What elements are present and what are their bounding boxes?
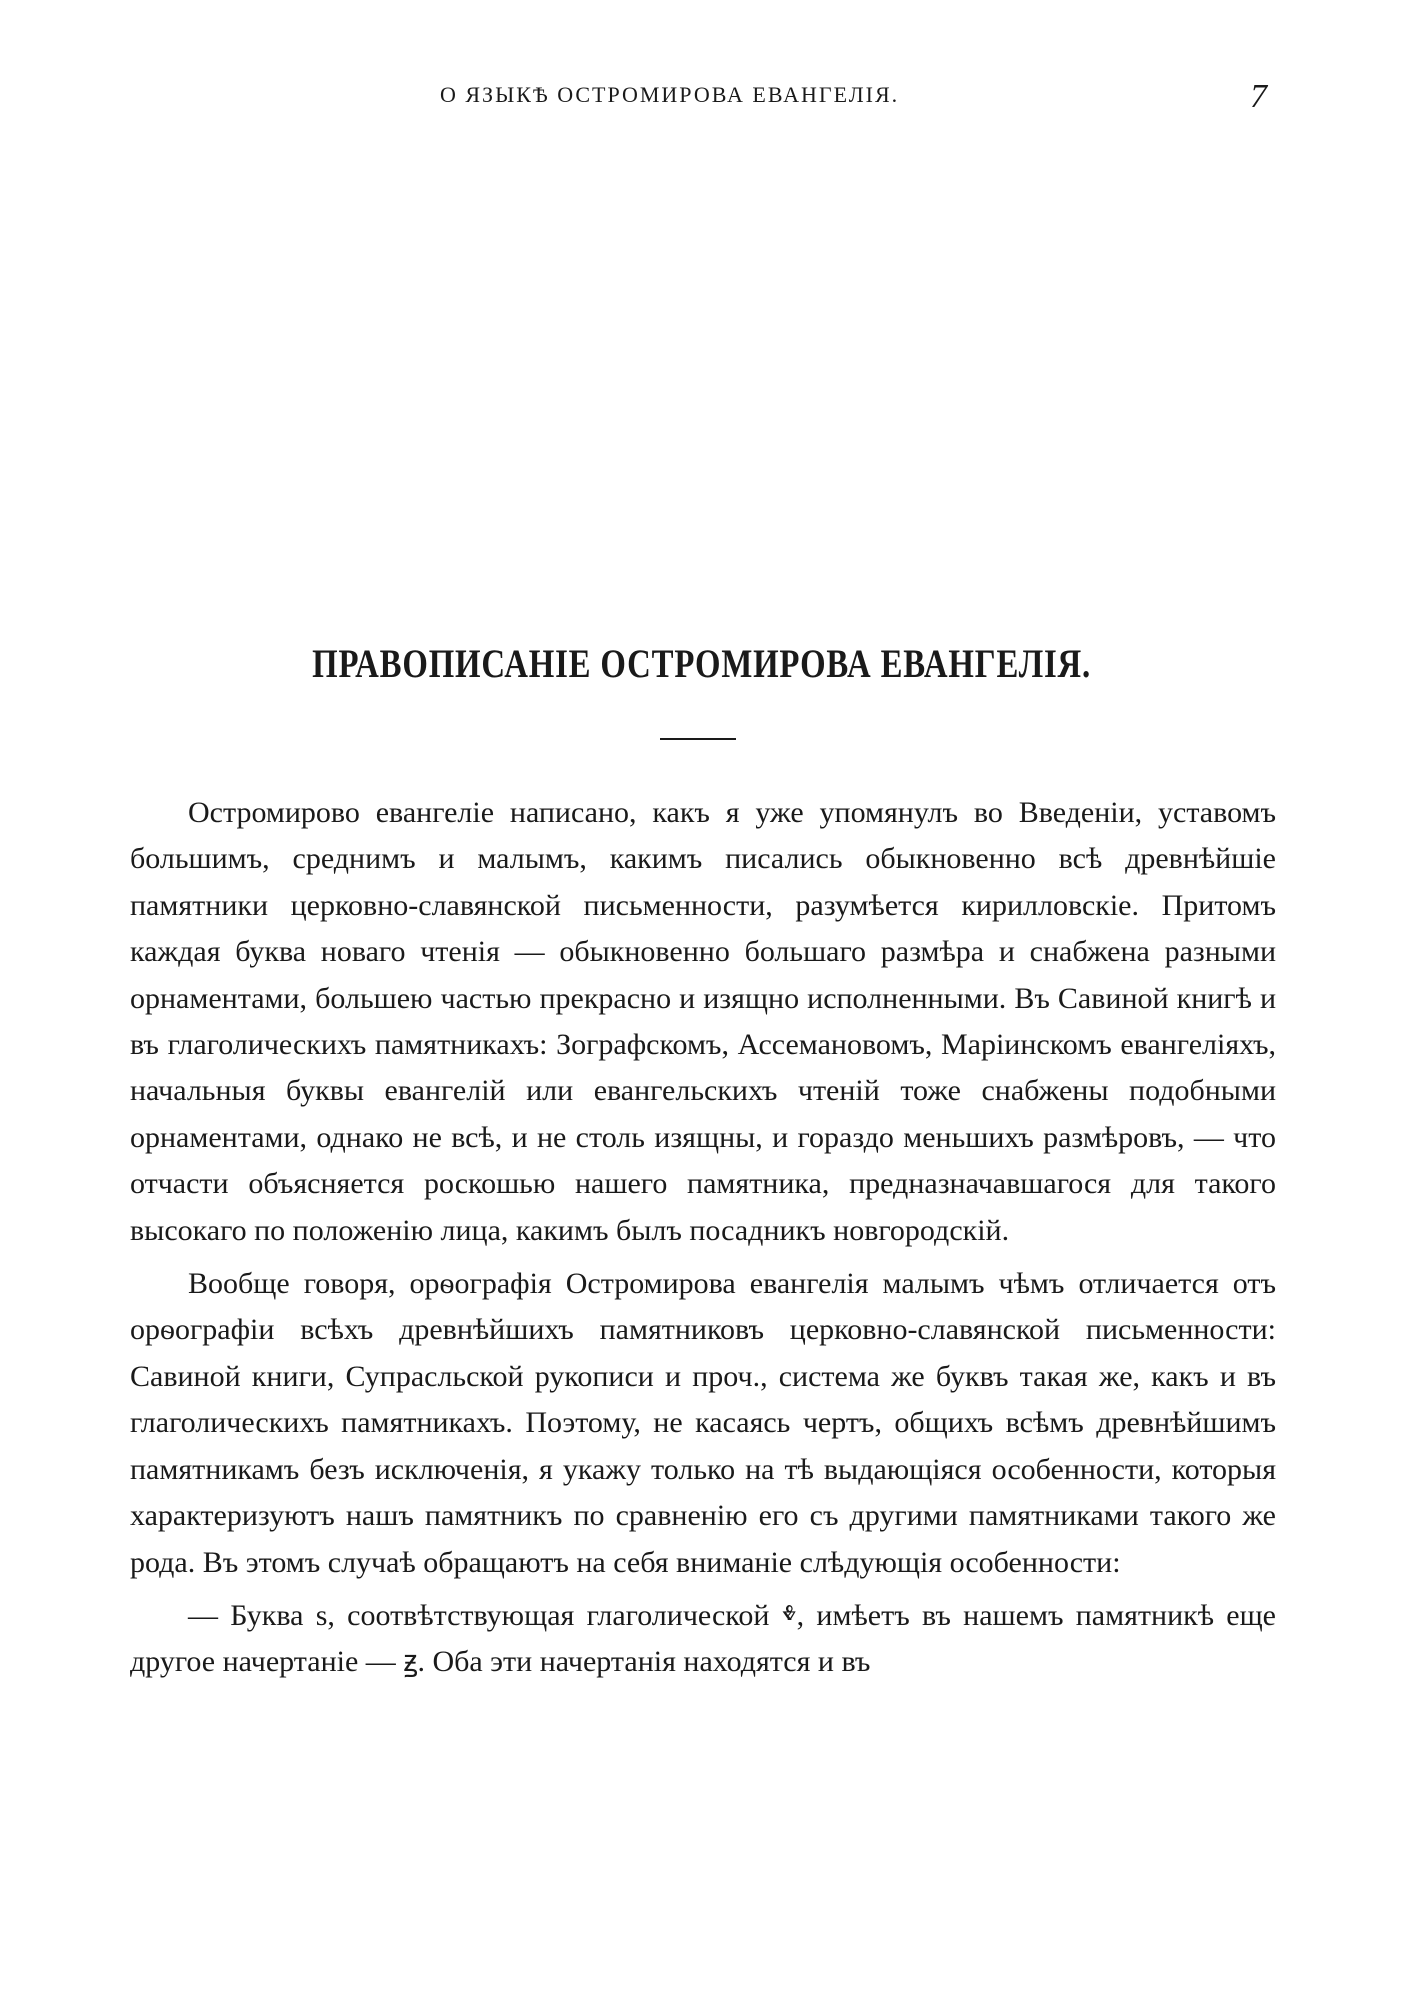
paragraph: Вообще говоря, орѳографія Остромирова евангелія малымъ чѣмъ отличается отъ орѳографіи всѣхъ древнѣйшихъ памятниковъ церковно-славянской письменности: Савиной книги, Супрасльской рукописи и проч., система же буквъ такая же, какъ и въ глаголическихъ памятникахъ. Поэтому, не касаясь чертъ, общихъ всѣмъ древнѣйшимъ памятникамъ безъ исключенія, я укажу только на тѣ выдающіяся особенности, которыя характеризуютъ нашъ памятникъ по сравненію его съ другими памятниками такого же рода. Въ этомъ случаѣ обращаютъ на себя вниманіе слѣдующія особенности:: [130, 1267, 1276, 1579]
body-text: [130, 790, 1276, 1686]
paragraph: Остромирово евангеліе написано, какъ я уже упомянулъ во Введеніи, уставомъ большимъ, среднимъ и малымъ, какимъ писались обыкновенно всѣ древнѣйшіе памятники церковно-славянской письменности, разумѣется кирилловскіе. Притомъ каждая буква новаго чтенія — обыкновенно большаго размѣра и снабжена разными орнаментами, большею частью прекрасно и изящно исполненными. Въ Савиной книгѣ и въ глаголическихъ памятникахъ: Зографскомъ, Ассемановомъ, Маріинскомъ евангеліяхъ, начальныя буквы евангелій или евангельскихъ чтеній тоже снабжены подобными орнаментами, однако не всѣ, и не столь изящны, и гораздо меньшихъ размѣровъ, — что отчасти объясняется роскошью нашего памятника, предназначавшагося для такого высокаго по положенію лица, какимъ былъ посадникъ новгородскій.: [130, 796, 1276, 1247]
chapter-title: ПРАВОПИСАНІЕ ОСТРОМИРОВА ЕВАНГЕЛІЯ.: [312, 641, 1092, 686]
paragraph: — Буква ѕ, соотвѣтствующая глаголической ⰷ, имѣетъ въ нашемъ памятникѣ еще другое начертаніе — ꙃ. Оба эти начертанія находятся и въ: [130, 1598, 1276, 1679]
running-title: О ЯЗЫКѢ ОСТРОМИРОВА ЕВАНГЕЛІЯ.: [440, 82, 900, 107]
title-divider: [660, 738, 736, 740]
page-number: 7: [1250, 78, 1267, 115]
running-header: [0, 78, 1404, 118]
